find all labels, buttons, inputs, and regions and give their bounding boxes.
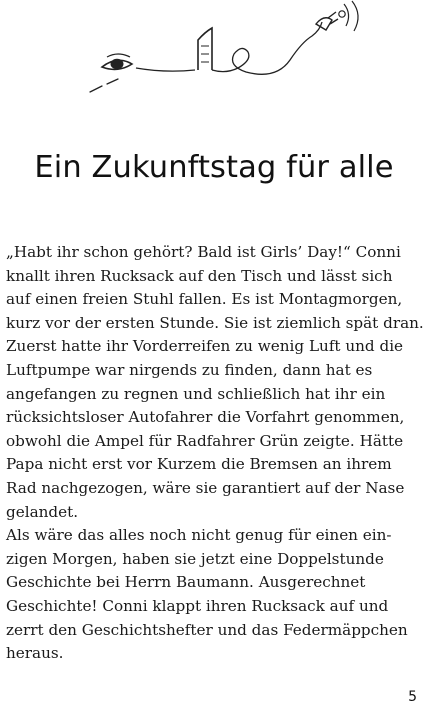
text-line: zerrt den Geschichtshefter und das Federmäppchen <box>6 620 408 639</box>
text-line: knallt ihren Rucksack auf den Tisch und lässt sich <box>6 266 393 285</box>
text-line: „Habt ihr schon gehört? Bald ist Girls’ Day!“ Conni <box>6 243 401 261</box>
eye-icon <box>102 54 132 69</box>
chapter-ornament-icon <box>80 0 370 100</box>
text-line: angefangen zu regnen und schließlich hat ihr ein <box>6 384 386 403</box>
plug-icon <box>316 11 345 30</box>
text-line: kurz vor der ersten Stunde. Sie ist ziemlich spät dran. <box>6 313 424 332</box>
text-line: Als wäre das alles noch nicht genug für einen ein- <box>6 526 392 545</box>
text-line: zigen Morgen, haben sie jetzt eine Doppelstunde <box>6 549 384 568</box>
text-line: heraus. <box>6 644 64 663</box>
chapter-title: Ein Zukunftstag für alle <box>34 150 394 185</box>
text-line: auf einen freien Stuhl fallen. Es ist Montagmorgen, <box>6 290 403 309</box>
text-line: Papa nicht erst vor Kurzem die Bremsen an ihrem <box>6 455 392 474</box>
text-line: Rad nachgezogen, wäre sie garantiert auf der Nase <box>6 478 405 497</box>
text-line: gelandet. <box>6 502 79 521</box>
body-text <box>6 241 424 666</box>
text-line: rücksichtsloser Autofahrer die Vorfahrt genommen, <box>6 408 405 427</box>
text-line: Geschichte! Conni klappt ihren Rucksack auf und <box>6 596 389 615</box>
text-line: Luftpumpe war nirgends zu finden, dann hat es <box>6 360 373 379</box>
page-number: 5 <box>408 689 417 705</box>
text-line: obwohl die Ampel für Radfahrer Grün zeigte. Hätte <box>6 431 404 450</box>
text-line: Zuerst hatte ihr Vorderreifen zu wenig Luft und die <box>6 337 404 356</box>
text-line: Geschichte bei Herrn Baumann. Ausgerechnet <box>6 573 366 592</box>
chapter-number: 1 <box>202 69 204 71</box>
chapter-number-one-icon <box>198 28 212 71</box>
